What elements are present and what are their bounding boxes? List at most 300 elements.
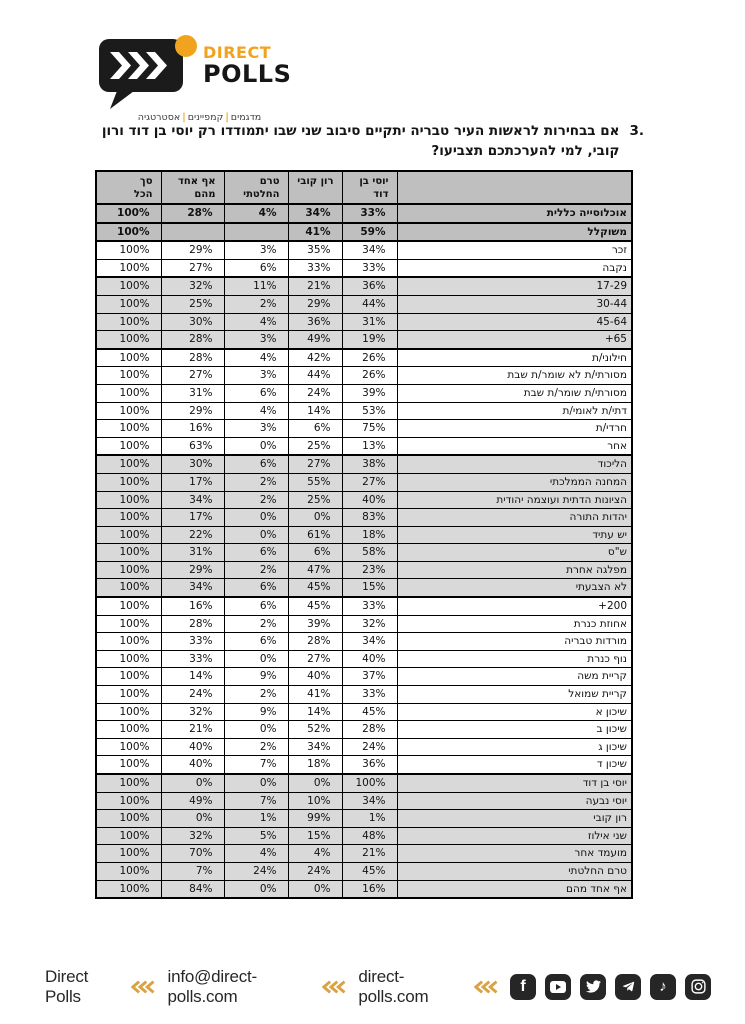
value-cell: 0% xyxy=(288,509,342,527)
value-cell: 3% xyxy=(224,420,288,438)
value-cell: 32% xyxy=(161,703,224,721)
instagram-icon[interactable] xyxy=(685,974,711,1000)
column-header-none-of-them: אף אחד מהם xyxy=(161,171,224,204)
row-label: יוסי נבעה xyxy=(397,792,632,810)
value-cell: 100% xyxy=(96,367,161,385)
table-row xyxy=(96,420,632,438)
value-cell: 100% xyxy=(96,845,161,863)
row-label: קריית שמואל xyxy=(397,686,632,704)
value-cell: 100% xyxy=(96,650,161,668)
footer-brand: Direct Polls xyxy=(45,966,89,1006)
value-cell: 22% xyxy=(161,526,224,544)
header-row xyxy=(96,171,632,204)
value-cell: 83% xyxy=(342,509,397,527)
value-cell: 100% xyxy=(96,756,161,774)
value-cell xyxy=(161,223,224,242)
row-label: מועמד אחר xyxy=(397,845,632,863)
value-cell: 15% xyxy=(288,827,342,845)
value-cell: 6% xyxy=(288,420,342,438)
value-cell: 40% xyxy=(342,491,397,509)
value-cell: 13% xyxy=(342,437,397,455)
value-cell: 33% xyxy=(342,686,397,704)
row-label: משוקלל xyxy=(397,223,632,242)
value-cell: 9% xyxy=(224,703,288,721)
value-cell: 27% xyxy=(342,473,397,491)
value-cell: 33% xyxy=(161,633,224,651)
value-cell: 14% xyxy=(288,703,342,721)
value-cell: 25% xyxy=(288,437,342,455)
value-cell: 28% xyxy=(161,615,224,633)
table-row xyxy=(96,223,632,242)
value-cell: 33% xyxy=(161,650,224,668)
row-label: אחר xyxy=(397,437,632,455)
table-row xyxy=(96,633,632,651)
value-cell: 16% xyxy=(161,420,224,438)
value-cell: 0% xyxy=(288,880,342,898)
value-cell: 7% xyxy=(224,756,288,774)
value-cell: 100% xyxy=(96,579,161,597)
table-row xyxy=(96,277,632,295)
row-label: זכר xyxy=(397,241,632,259)
footer xyxy=(45,966,711,1006)
value-cell: 0% xyxy=(161,774,224,792)
speech-bubble-icon xyxy=(97,36,197,110)
table-row xyxy=(96,862,632,880)
table-row xyxy=(96,509,632,527)
value-cell: 0% xyxy=(288,774,342,792)
value-cell: 100% xyxy=(96,774,161,792)
row-label: מורדות טבריה xyxy=(397,633,632,651)
value-cell: 100% xyxy=(96,402,161,420)
value-cell: 100% xyxy=(96,313,161,331)
value-cell: 33% xyxy=(288,259,342,277)
row-label: שיכון א xyxy=(397,703,632,721)
question-block xyxy=(92,121,644,161)
value-cell: 75% xyxy=(342,420,397,438)
value-cell: 42% xyxy=(288,349,342,367)
value-cell: 14% xyxy=(161,668,224,686)
row-label: 45-64 xyxy=(397,313,632,331)
row-label: הציונות הדתית ועוצמה יהודית xyxy=(397,491,632,509)
value-cell: 100% xyxy=(96,862,161,880)
row-label: יוסי בן דוד xyxy=(397,774,632,792)
value-cell: 40% xyxy=(161,738,224,756)
value-cell: 31% xyxy=(342,313,397,331)
social-icons xyxy=(510,974,711,1000)
value-cell: 25% xyxy=(161,295,224,313)
value-cell: 100% xyxy=(96,615,161,633)
row-label: לא הצבעתי xyxy=(397,579,632,597)
value-cell: 28% xyxy=(161,204,224,223)
value-cell: 41% xyxy=(288,223,342,242)
value-cell: 0% xyxy=(224,880,288,898)
tiktok-icon[interactable]: ♪ xyxy=(650,974,676,1000)
value-cell: 2% xyxy=(224,615,288,633)
value-cell: 0% xyxy=(224,526,288,544)
value-cell: 100% xyxy=(96,473,161,491)
value-cell: 40% xyxy=(288,668,342,686)
value-cell: 6% xyxy=(224,259,288,277)
value-cell: 29% xyxy=(161,241,224,259)
value-cell: 24% xyxy=(342,738,397,756)
value-cell: 27% xyxy=(288,455,342,473)
value-cell: 28% xyxy=(288,633,342,651)
value-cell: 3% xyxy=(224,241,288,259)
value-cell: 6% xyxy=(224,544,288,562)
value-cell: 33% xyxy=(342,597,397,615)
value-cell: 2% xyxy=(224,738,288,756)
chevrons-left-icon xyxy=(131,980,156,994)
table-row xyxy=(96,526,632,544)
value-cell: 6% xyxy=(224,455,288,473)
value-cell: 27% xyxy=(161,367,224,385)
value-cell: 100% xyxy=(96,633,161,651)
value-cell: 100% xyxy=(96,223,161,242)
value-cell: 49% xyxy=(288,331,342,349)
value-cell: 4% xyxy=(224,313,288,331)
value-cell: 16% xyxy=(161,597,224,615)
value-cell: 25% xyxy=(288,491,342,509)
value-cell: 3% xyxy=(224,331,288,349)
value-cell: 100% xyxy=(96,295,161,313)
value-cell: 41% xyxy=(288,686,342,704)
value-cell: 9% xyxy=(224,668,288,686)
table-row xyxy=(96,774,632,792)
value-cell: 7% xyxy=(161,862,224,880)
value-cell: 6% xyxy=(288,544,342,562)
value-cell: 6% xyxy=(224,579,288,597)
value-cell: 2% xyxy=(224,295,288,313)
value-cell: 2% xyxy=(224,561,288,579)
table-row xyxy=(96,827,632,845)
row-label: אף אחד מהם xyxy=(397,880,632,898)
row-label: רון קובי xyxy=(397,810,632,828)
value-cell: 28% xyxy=(342,721,397,739)
value-cell: 28% xyxy=(161,349,224,367)
value-cell: 14% xyxy=(288,402,342,420)
value-cell: 100% xyxy=(96,331,161,349)
value-cell: 24% xyxy=(161,686,224,704)
value-cell: 34% xyxy=(161,491,224,509)
value-cell: 2% xyxy=(224,491,288,509)
row-label: קריית משה xyxy=(397,668,632,686)
table-row xyxy=(96,259,632,277)
value-cell: 10% xyxy=(288,792,342,810)
value-cell: 44% xyxy=(288,367,342,385)
table-row xyxy=(96,204,632,223)
row-label: חילוני/ת xyxy=(397,349,632,367)
table-row xyxy=(96,367,632,385)
value-cell: 21% xyxy=(342,845,397,863)
column-header-total: סך הכל xyxy=(96,171,161,204)
row-label: מפלגה אחרת xyxy=(397,561,632,579)
value-cell: 34% xyxy=(288,738,342,756)
value-cell: 33% xyxy=(342,259,397,277)
value-cell: 0% xyxy=(224,650,288,668)
value-cell: 17% xyxy=(161,473,224,491)
value-cell: 100% xyxy=(342,774,397,792)
value-cell: 100% xyxy=(96,277,161,295)
column-header-undecided: טרם החלטתי xyxy=(224,171,288,204)
value-cell: 0% xyxy=(224,774,288,792)
value-cell: 100% xyxy=(96,437,161,455)
value-cell: 26% xyxy=(342,367,397,385)
value-cell: 100% xyxy=(96,686,161,704)
value-cell: 4% xyxy=(224,349,288,367)
table-row xyxy=(96,473,632,491)
value-cell: 24% xyxy=(288,384,342,402)
youtube-icon[interactable] xyxy=(545,974,571,1000)
value-cell: 49% xyxy=(161,792,224,810)
value-cell: 6% xyxy=(224,384,288,402)
value-cell: 24% xyxy=(224,862,288,880)
value-cell: 70% xyxy=(161,845,224,863)
results-table-body xyxy=(96,204,632,898)
value-cell: 100% xyxy=(96,259,161,277)
results-table xyxy=(95,170,633,899)
table-row xyxy=(96,384,632,402)
value-cell: 5% xyxy=(224,827,288,845)
value-cell: 1% xyxy=(224,810,288,828)
row-label: יהדות התורה xyxy=(397,509,632,527)
value-cell: 100% xyxy=(96,420,161,438)
table-row xyxy=(96,738,632,756)
value-cell: 26% xyxy=(342,349,397,367)
row-label: אוכלוסייה כללית xyxy=(397,204,632,223)
value-cell: 3% xyxy=(224,367,288,385)
value-cell: 0% xyxy=(224,509,288,527)
table-row xyxy=(96,402,632,420)
table-row xyxy=(96,313,632,331)
value-cell: 52% xyxy=(288,721,342,739)
value-cell: 100% xyxy=(96,241,161,259)
row-label: שיכון ד xyxy=(397,756,632,774)
value-cell: 34% xyxy=(342,633,397,651)
table-row xyxy=(96,455,632,473)
footer-email[interactable]: info@direct-polls.com xyxy=(167,966,258,1006)
value-cell: 15% xyxy=(342,579,397,597)
row-label: טרם החלטתי xyxy=(397,862,632,880)
table-row xyxy=(96,544,632,562)
row-label: שני אילוז xyxy=(397,827,632,845)
table-row xyxy=(96,561,632,579)
value-cell: 29% xyxy=(161,561,224,579)
value-cell: 31% xyxy=(161,544,224,562)
value-cell: 6% xyxy=(224,597,288,615)
logo-brand-bottom: POLLS xyxy=(203,60,292,88)
value-cell: 24% xyxy=(288,862,342,880)
value-cell: 45% xyxy=(288,597,342,615)
table-row xyxy=(96,845,632,863)
value-cell: 100% xyxy=(96,384,161,402)
value-cell: 100% xyxy=(96,721,161,739)
table-row xyxy=(96,650,632,668)
value-cell: 7% xyxy=(224,792,288,810)
row-label: 17-29 xyxy=(397,277,632,295)
table-row xyxy=(96,668,632,686)
value-cell: 40% xyxy=(342,650,397,668)
value-cell: 4% xyxy=(224,845,288,863)
corner-cell xyxy=(397,171,632,204)
value-cell: 29% xyxy=(161,402,224,420)
value-cell: 100% xyxy=(96,204,161,223)
value-cell: 45% xyxy=(288,579,342,597)
value-cell: 100% xyxy=(96,349,161,367)
value-cell: 40% xyxy=(161,756,224,774)
row-label: נוף כנרת xyxy=(397,650,632,668)
orange-dot-icon xyxy=(175,35,197,57)
value-cell: 30% xyxy=(161,455,224,473)
value-cell: 38% xyxy=(342,455,397,473)
value-cell: 44% xyxy=(342,295,397,313)
value-cell: 100% xyxy=(96,455,161,473)
table-row xyxy=(96,491,632,509)
table-row xyxy=(96,792,632,810)
value-cell: 33% xyxy=(342,204,397,223)
column-header-yossi-ben-david: יוסי בן דוד xyxy=(342,171,397,204)
value-cell: 36% xyxy=(342,277,397,295)
row-label: חרדי/ת xyxy=(397,420,632,438)
value-cell: 100% xyxy=(96,526,161,544)
table-row xyxy=(96,810,632,828)
row-label: ש"ס xyxy=(397,544,632,562)
value-cell: 100% xyxy=(96,810,161,828)
results-table-wrap xyxy=(95,170,631,899)
row-label: נקבה xyxy=(397,259,632,277)
value-cell: 18% xyxy=(288,756,342,774)
row-label: מסורתי/ת לא שומר/ת שבת xyxy=(397,367,632,385)
table-row xyxy=(96,597,632,615)
twitter-icon[interactable] xyxy=(580,974,606,1000)
table-row xyxy=(96,295,632,313)
table-row xyxy=(96,579,632,597)
telegram-icon[interactable] xyxy=(615,974,641,1000)
value-cell: 100% xyxy=(96,703,161,721)
value-cell: 63% xyxy=(161,437,224,455)
value-cell: 35% xyxy=(288,241,342,259)
value-cell: 4% xyxy=(288,845,342,863)
row-label: 200+ xyxy=(397,597,632,615)
footer-website[interactable]: direct-polls.com xyxy=(358,966,429,1006)
column-header-ron-kobi: רון קובי xyxy=(288,171,342,204)
value-cell: 30% xyxy=(161,313,224,331)
value-cell: 28% xyxy=(161,331,224,349)
value-cell: 55% xyxy=(288,473,342,491)
value-cell: 16% xyxy=(342,880,397,898)
value-cell: 17% xyxy=(161,509,224,527)
value-cell: 58% xyxy=(342,544,397,562)
value-cell: 21% xyxy=(288,277,342,295)
value-cell: 100% xyxy=(96,738,161,756)
row-label: שיכון ג xyxy=(397,738,632,756)
value-cell: 21% xyxy=(161,721,224,739)
value-cell: 100% xyxy=(96,544,161,562)
value-cell: 4% xyxy=(224,402,288,420)
value-cell: 34% xyxy=(342,792,397,810)
facebook-icon[interactable]: f xyxy=(510,974,536,1000)
value-cell: 27% xyxy=(161,259,224,277)
chevrons-left-icon xyxy=(322,980,347,994)
value-cell: 18% xyxy=(342,526,397,544)
value-cell: 34% xyxy=(288,204,342,223)
value-cell: 2% xyxy=(224,473,288,491)
value-cell: 2% xyxy=(224,686,288,704)
value-cell: 6% xyxy=(224,633,288,651)
value-cell: 0% xyxy=(161,810,224,828)
row-label: אחוזת כנרת xyxy=(397,615,632,633)
table-row xyxy=(96,331,632,349)
value-cell: 19% xyxy=(342,331,397,349)
value-cell: 100% xyxy=(96,880,161,898)
table-row xyxy=(96,437,632,455)
question-text: אם בבחירות לראשות העיר טבריה יתקיים סיבוב שני שבו יתמודדו רק יוסי בן דוד ורון קובי, למי להערכתכם תצביעו? xyxy=(101,123,620,159)
row-label: דתי/ת לאומי/ת xyxy=(397,402,632,420)
value-cell: 32% xyxy=(161,827,224,845)
value-cell xyxy=(224,223,288,242)
direct-polls-logo xyxy=(97,36,317,123)
value-cell: 1% xyxy=(342,810,397,828)
value-cell: 100% xyxy=(96,561,161,579)
value-cell: 27% xyxy=(288,650,342,668)
value-cell: 39% xyxy=(342,384,397,402)
value-cell: 84% xyxy=(161,880,224,898)
table-row xyxy=(96,880,632,898)
value-cell: 0% xyxy=(224,437,288,455)
value-cell: 47% xyxy=(288,561,342,579)
table-row xyxy=(96,721,632,739)
value-cell: 34% xyxy=(342,241,397,259)
value-cell: 23% xyxy=(342,561,397,579)
table-row xyxy=(96,241,632,259)
value-cell: 45% xyxy=(342,862,397,880)
value-cell: 11% xyxy=(224,277,288,295)
row-label: שיכון ב xyxy=(397,721,632,739)
logo-tagline: מדגמים|קמפיינים|אסטרטגיה xyxy=(137,112,262,123)
value-cell: 100% xyxy=(96,597,161,615)
value-cell: 37% xyxy=(342,668,397,686)
table-row xyxy=(96,686,632,704)
row-label: הליכוד xyxy=(397,455,632,473)
table-row xyxy=(96,756,632,774)
row-label: יש עתיד xyxy=(397,526,632,544)
row-label: מסורתי/ת שומר/ת שבת xyxy=(397,384,632,402)
value-cell: 32% xyxy=(342,615,397,633)
value-cell: 99% xyxy=(288,810,342,828)
table-row xyxy=(96,703,632,721)
value-cell: 39% xyxy=(288,615,342,633)
value-cell: 32% xyxy=(161,277,224,295)
row-label: 65+ xyxy=(397,331,632,349)
question-number: 3. xyxy=(629,123,644,139)
value-cell: 100% xyxy=(96,792,161,810)
value-cell: 59% xyxy=(342,223,397,242)
chevrons-left-icon xyxy=(474,980,499,994)
value-cell: 34% xyxy=(161,579,224,597)
table-row xyxy=(96,615,632,633)
value-cell: 53% xyxy=(342,402,397,420)
logo-brand-top: DIRECT xyxy=(203,43,272,62)
value-cell: 48% xyxy=(342,827,397,845)
value-cell: 100% xyxy=(96,509,161,527)
row-label: המחנה הממלכתי xyxy=(397,473,632,491)
value-cell: 100% xyxy=(96,668,161,686)
value-cell: 100% xyxy=(96,827,161,845)
value-cell: 0% xyxy=(224,721,288,739)
value-cell: 4% xyxy=(224,204,288,223)
value-cell: 61% xyxy=(288,526,342,544)
value-cell: 100% xyxy=(96,491,161,509)
table-row xyxy=(96,349,632,367)
